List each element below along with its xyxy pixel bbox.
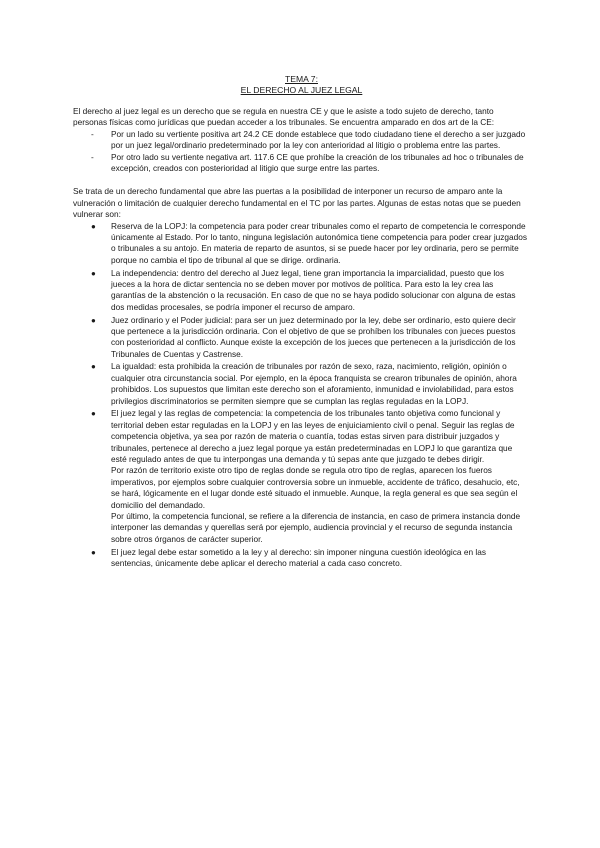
list-item-text: Por un lado su vertiente positiva art 24.2 CE donde establece que todo ciudadano tiene el derecho a ser juzgado por un juez legal/ordinario predeterminado por la ley con anterioridad al litigio o problema entre las partes. [111, 128, 526, 151]
list-item [73, 129, 530, 152]
bullet-marker: ● [91, 221, 96, 231]
list-item-text: El juez legal debe estar sometido a la ley y al derecho: sin imponer ninguna cuestión ideológica en las sentencias, únicamente debe aplicar el derecho material a cada caso concreto. [111, 546, 486, 568]
intro-paragraph: El derecho al juez legal es un derecho que se regula en nuestra CE y que le asiste a todo sujeto de derecho, tanto personas físicas como jurídicas que puedan acceder a los tribunales. Se encuentra amparado en dos art de la CE: [73, 106, 495, 128]
list-item-text: Por razón de territorio existe otro tipo de reglas donde se regula otro tipo de reglas, aparecen los fueros imperativos, por ejemplos sobre cualquier controversia sobre un inmueble, accidente de tráfico, desahucio, etc, se hará, lógicamente en el lugar donde esté situado el inmueble. Aunque, la regla general es que sea según el domicilio del demandado. [111, 465, 520, 510]
bullet-marker: ● [91, 268, 96, 278]
list-item [73, 152, 530, 175]
topic-title: EL DERECHO AL JUEZ LEGAL [240, 85, 363, 95]
list-item-text: El juez legal y las reglas de competencia: la competencia de los tribunales tanto objetiva como funcional y territorial deben estar reguladas en la LOPJ y en las leyes de enjuiciamiento civil o penal. Seguir las reglas de competencia objetiva, ya sea por razón de materia o cuantía, todas estas sirven para distribuir juzgados y tribunales, pertenece al derecho a juez legal porque ya están predeterminadas en LOPJ lo que garantiza que esté regulado antes de que tu interpongas una demanda y tú sepas ante que juzgado te debes dirigir. [111, 408, 515, 464]
body-paragraph: Se trata de un derecho fundamental que abre las puertas a la posibilidad de interponer un recurso de amparo ante la vulneración o limitación de cualquier derecho fundamental en el TC por las partes. Algunas de estas notas que se pueden vulnerar son: [73, 186, 521, 220]
dash-marker: - [91, 128, 94, 139]
title-block [73, 74, 530, 96]
list-item-text: Por último, la competencia funcional, se refiere a la diferencia de instancia, en caso de primera instancia donde interponer las demandas y querellas será por ejemplo, audiencia provincial y el recurso de segunda instancia sobre otros órganos de carácter superior. [111, 511, 521, 544]
bullet-marker: ● [91, 409, 96, 419]
list-item [73, 315, 530, 361]
dash-marker: - [91, 151, 94, 162]
bullet-marker: ● [91, 547, 96, 557]
list-item [73, 268, 530, 314]
article-list [73, 129, 530, 175]
list-item-text: Reserva de la LOPJ: la competencia para poder crear tribunales como el reparto de competencia le corresponde únicamente al Estado. Por lo tanto, ninguna legislación autonómica tiene competencia para poder crear juzgados o tribunales a su antojo. En materia de reparto de asuntos, si se puede hacer por ley ordinaria, pero se permite porque no cambia el tipo de tribunal al que se dirige. ordinaria. [111, 220, 528, 265]
topic-number: TEMA 7: [285, 74, 318, 84]
list-item-text: La igualdad: esta prohibida la creación de tribunales por razón de sexo, raza, nacimiento, religión, opinión o cualquier otra circunstancia social. Por ejemplo, en la época franquista se crearon tribunales de opinión, ahora prohibidos. Los supuestos que limitan este derecho son el aforamiento, inmunidad e inviolabilidad, para estos privilegios discriminatorios se permiten siempre que se cumplan las reglas reguladas en la LOPJ. [111, 361, 517, 406]
list-item-text: Juez ordinario y el Poder judicial: para ser un juez determinado por la ley, debe ser ordinario, esto quiere decir que pertenece a la jurisdicción ordinaria. Con el objetivo de que se prohíben los tribunales con jueces puestos con posterioridad al conflicto. Aunque existe la excepción de los jueces que pertenecen a la jurisdicción de los Tribunales de Cuentas y Castrense. [111, 314, 516, 359]
list-item-text: Por otro lado su vertiente negativa art. 117.6 CE que prohíbe la creación de los tribunales ad hoc o tribunales de excepción, creados con posterioridad al litigio que surge entre las partes. [111, 151, 524, 174]
list-item [73, 221, 530, 267]
bullet-marker: ● [91, 362, 96, 372]
notes-list [73, 221, 530, 570]
list-item [73, 547, 530, 570]
list-item [73, 361, 530, 407]
bullet-marker: ● [91, 315, 96, 325]
list-item-text: La independencia: dentro del derecho al Juez legal, tiene gran importancia la imparcialidad, puesto que los jueces a la hora de dictar sentencia no se deben mover por motivos de política. Para esto la ley crea las garantías de la abstención o la recusación. En caso de que no se haya podido solucionar con alguna de estas dos medidas procesales, se podría imponer el recurso de amparo. [111, 267, 516, 312]
list-item [73, 408, 530, 545]
